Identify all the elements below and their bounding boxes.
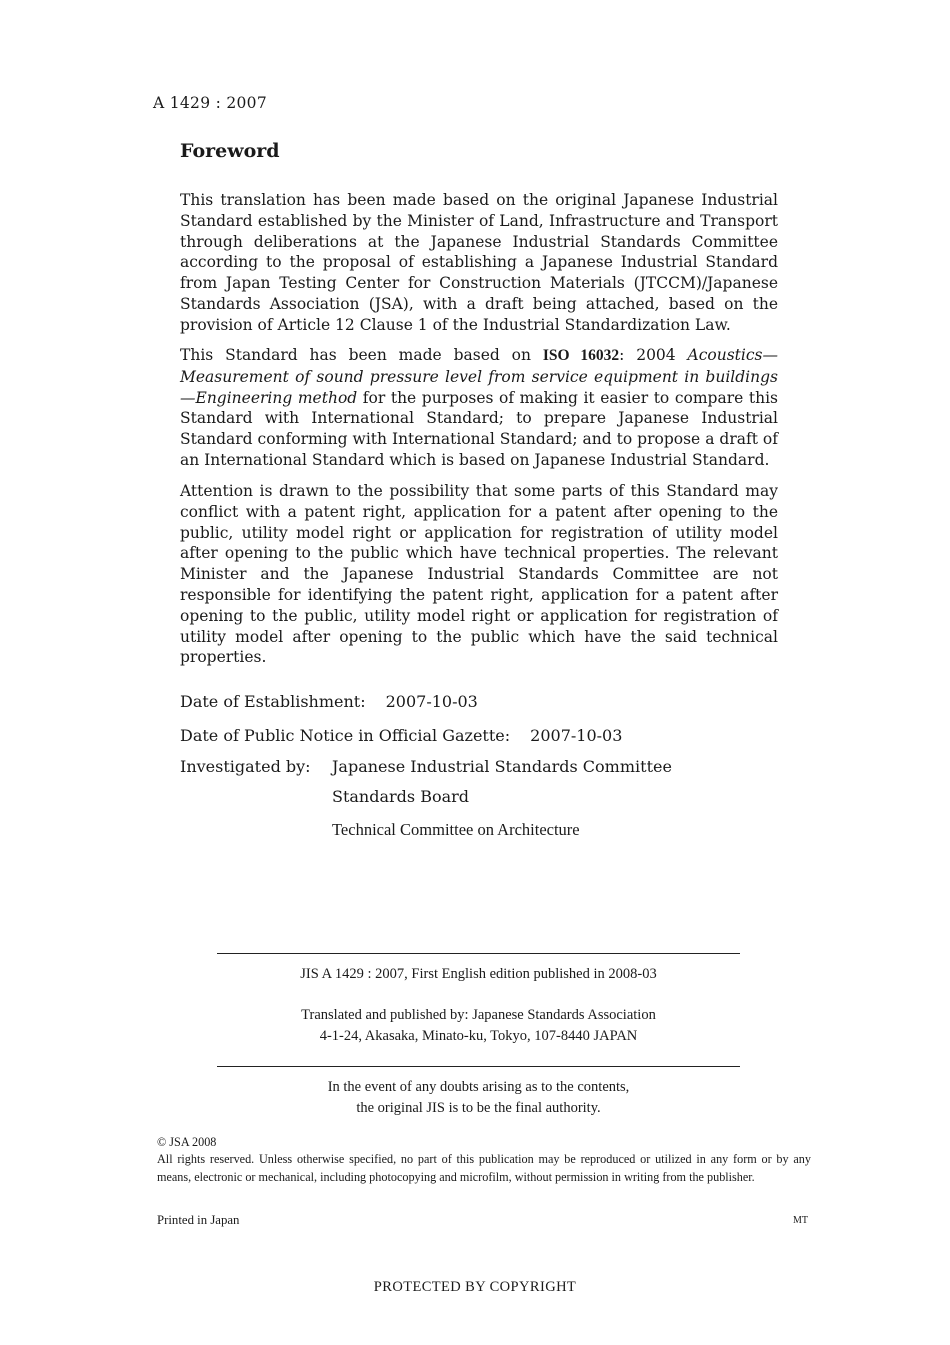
foreword-paragraph-2 xyxy=(180,345,778,471)
gazette-date-row xyxy=(180,726,622,745)
rights-notice: All rights reserved. Unless otherwise specified, no part of this publication may be reproduced or utilized in any form or by any means, electronic or mechanical, including photocopying and microfilm, without permission in writing from the publisher. xyxy=(157,1152,811,1184)
publisher-address: 4-1-24, Akasaka, Minato-ku, Tokyo, 107-8440 JAPAN xyxy=(319,1028,638,1044)
authority-notice-line-2: the original JIS is to be the final authority. xyxy=(356,1100,601,1116)
foreword-heading: Foreword xyxy=(180,140,280,162)
iso-reference: ISO 16032 xyxy=(542,347,620,364)
edition-line: JIS A 1429 : 2007, First English edition published in 2008-03 xyxy=(300,966,657,982)
publisher-block xyxy=(217,1005,740,1047)
printer-code: MT xyxy=(793,1215,808,1226)
copyright-watermark: PROTECTED BY COPYRIGHT xyxy=(373,1279,577,1295)
printed-in: Printed in Japan xyxy=(157,1213,240,1227)
authority-notice xyxy=(217,1077,740,1119)
copyright-line: © JSA 2008 xyxy=(157,1135,217,1149)
foreword-paragraph-3: Attention is drawn to the possibility that some parts of this Standard may conflict with a patent right, application for a patent after opening to the public, utility model right or application for registration of utility model after opening to the public which have technical properties. The relevant Minister and the Japanese Industrial Standards Committee are not responsible for identifying the patent right, application for a patent after opening to the public, utility model right or application for registration of utility model after opening to the public which have the said technical properties. xyxy=(180,482,778,667)
investigated-body-1: Japanese Industrial Standards Committee xyxy=(332,757,672,776)
investigated-body-3: Technical Committee on Architecture xyxy=(332,820,580,839)
divider-bottom xyxy=(217,1066,740,1067)
gazette-label: Date of Public Notice in Official Gazette: xyxy=(180,726,511,745)
establishment-label: Date of Establishment: xyxy=(180,692,366,711)
establishment-date: 2007-10-03 xyxy=(385,692,478,711)
paragraph-2-lead: This Standard has been made based on xyxy=(180,346,543,364)
standard-number: A 1429 : 2007 xyxy=(153,94,267,112)
authority-notice-line-1: In the event of any doubts arising as to the contents, xyxy=(327,1079,630,1095)
investigated-label: Investigated by: xyxy=(180,757,311,776)
paragraph-2-rest: for the purposes of making it easier to compare this Standard with International Standard; to prepare Japanese Industrial Standard conforming with International Standard; and to propose a draft of an International Standard which is based on Japanese Industrial Standard. xyxy=(180,388,778,469)
divider-top xyxy=(217,953,740,954)
publisher-line: Translated and published by: Japanese Standards Association xyxy=(301,1007,656,1023)
investigated-body-2: Standards Board xyxy=(332,787,470,806)
establishment-date-row xyxy=(180,692,478,711)
gazette-date: 2007-10-03 xyxy=(530,726,623,745)
foreword-paragraph-1: This translation has been made based on the original Japanese Industrial Standard established by the Minister of Land, Infrastructure and Transport through deliberations at the Japanese Industrial Standards Committee according to the proposal of establishing a Japanese Industrial Standard from Japan Testing Center for Construction Materials (JTCCM)/Japanese Standards Association (JSA), with a draft being attached, based on the provision of Article 12 Clause 1 of the Industrial Standardization Law. xyxy=(180,191,778,334)
iso-reference-title: Acoustics—Measurement of sound pressure level from service equipment in buildings—Engineering method xyxy=(180,346,778,407)
iso-reference-year: : 2004 xyxy=(619,346,688,364)
